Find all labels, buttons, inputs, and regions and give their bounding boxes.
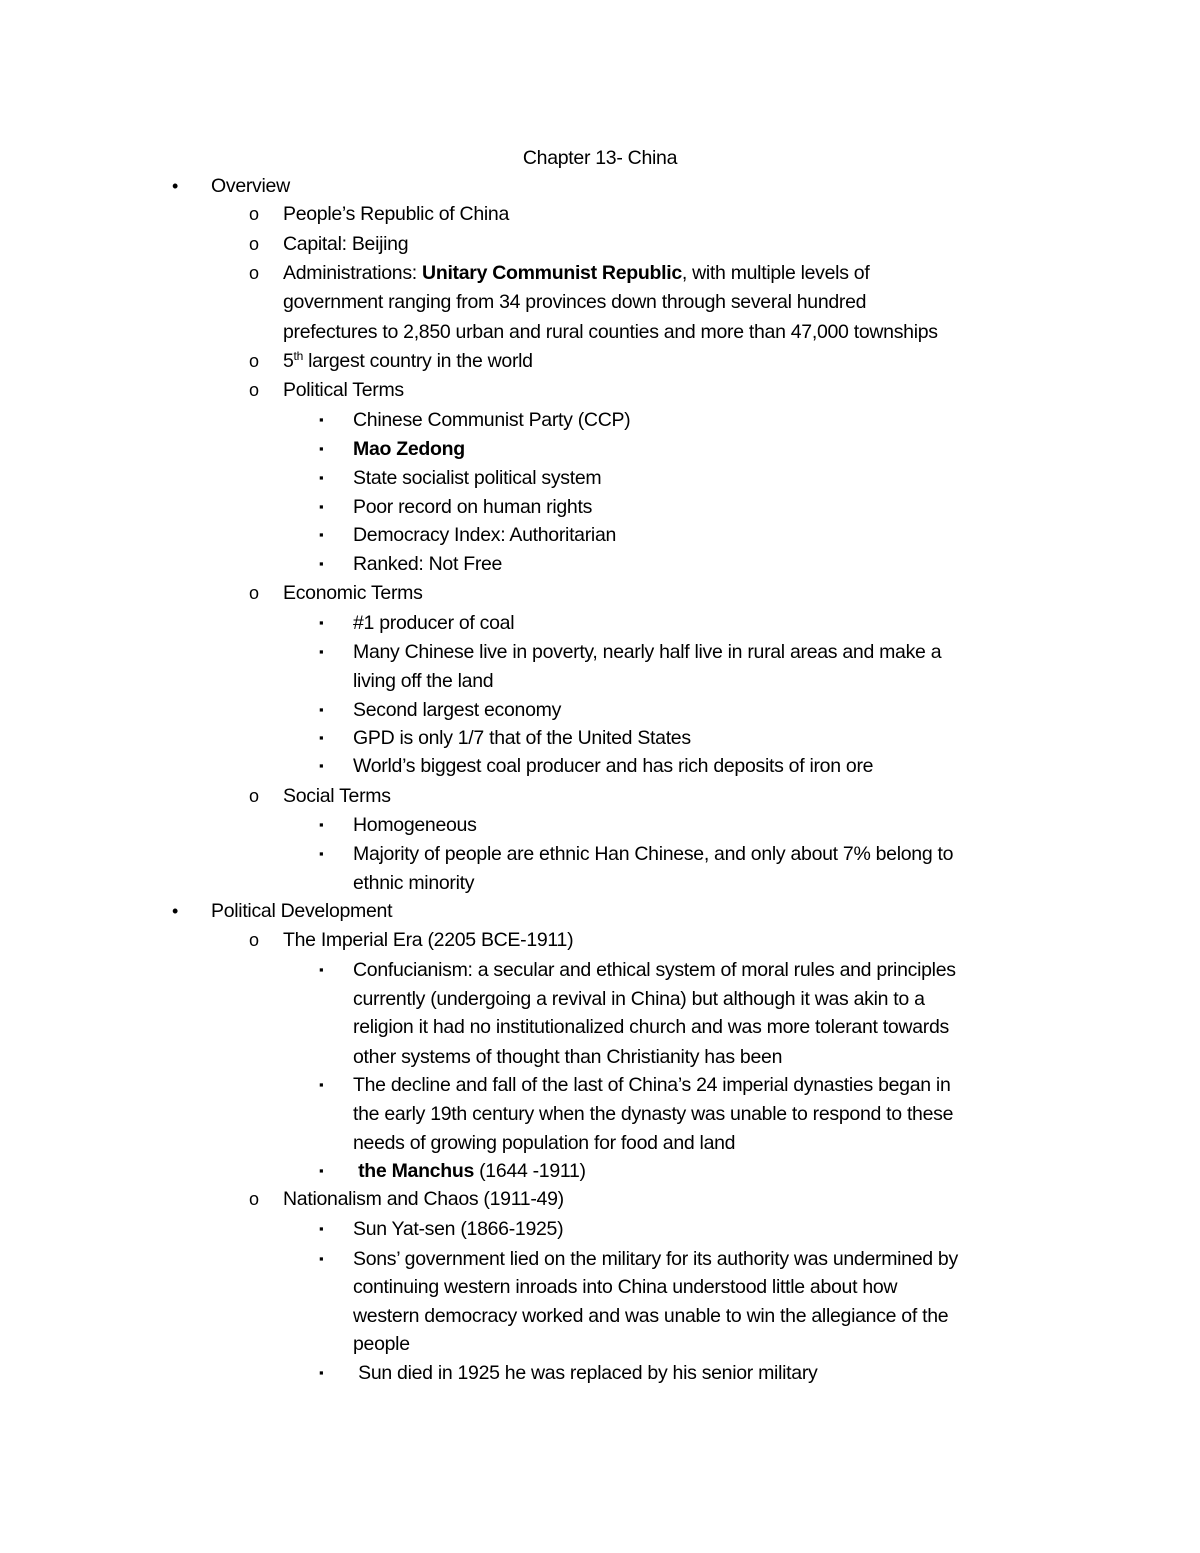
level3-bullet: ▪ bbox=[319, 817, 324, 832]
subsection-political-terms: Political Terms bbox=[283, 379, 404, 401]
list-item-continuation: western democracy worked and was unable to win the allegiance of the bbox=[353, 1305, 949, 1327]
list-item-continuation: living off the land bbox=[353, 670, 494, 692]
subsection-nationalism-chaos: Nationalism and Chaos (1911-49) bbox=[283, 1188, 564, 1210]
level3-bullet: ▪ bbox=[319, 1077, 324, 1092]
subsection-imperial-era: The Imperial Era (2205 BCE-1911) bbox=[283, 929, 574, 951]
list-item-continuation: people bbox=[353, 1333, 410, 1355]
level2-bullet: o bbox=[249, 786, 259, 806]
list-item: Mao Zedong bbox=[353, 438, 465, 460]
level3-bullet: ▪ bbox=[319, 846, 324, 861]
list-item-continuation: continuing western inroads into China understood little about how bbox=[353, 1276, 898, 1298]
list-item: Second largest economy bbox=[353, 699, 562, 721]
list-item-continuation: religion it had no institutionalized church and was more tolerant towards bbox=[353, 1016, 949, 1038]
level2-bullet: o bbox=[249, 930, 259, 950]
list-item: Chinese Communist Party (CCP) bbox=[353, 409, 631, 431]
level2-bullet: o bbox=[249, 583, 259, 603]
level2-bullet: o bbox=[249, 380, 259, 400]
level3-bullet: ▪ bbox=[319, 556, 324, 571]
level2-bullet: o bbox=[249, 204, 259, 224]
manchus-dates: (1644 -1911) bbox=[474, 1160, 586, 1182]
level3-bullet: ▪ bbox=[319, 1251, 324, 1266]
subsection-social-terms: Social Terms bbox=[283, 785, 391, 807]
admin-bold-term: Unitary Communist Republic bbox=[422, 262, 682, 284]
list-item: The decline and fall of the last of China’s 24 imperial dynasties began in bbox=[353, 1074, 951, 1096]
list-item: Sun Yat-sen (1866-1925) bbox=[353, 1218, 564, 1240]
list-item: State socialist political system bbox=[353, 467, 602, 489]
level3-bullet: ▪ bbox=[319, 644, 324, 659]
level3-bullet: ▪ bbox=[319, 499, 324, 514]
list-item-continuation: government ranging from 34 provinces down through several hundred bbox=[283, 291, 867, 313]
level3-bullet: ▪ bbox=[319, 1221, 324, 1236]
list-item-continuation: ethnic minority bbox=[353, 872, 475, 894]
level1-bullet: • bbox=[172, 176, 179, 196]
level3-bullet: ▪ bbox=[319, 527, 324, 542]
level3-bullet: ▪ bbox=[319, 1365, 324, 1380]
subsection-economic-terms: Economic Terms bbox=[283, 582, 423, 604]
level1-bullet: • bbox=[172, 901, 179, 921]
list-item bbox=[283, 259, 869, 287]
rank-number: 5 bbox=[283, 350, 294, 372]
list-item: #1 producer of coal bbox=[353, 612, 515, 634]
list-item-continuation: currently (undergoing a revival in China) but although it was akin to a bbox=[353, 988, 925, 1010]
list-item-continuation: prefectures to 2,850 urban and rural counties and more than 47,000 townships bbox=[283, 321, 938, 343]
admin-prefix: Administrations: bbox=[283, 262, 423, 284]
list-item: GPD is only 1/7 that of the United States bbox=[353, 727, 691, 749]
list-item: Sons’ government lied on the military for its authority was undermined by bbox=[353, 1248, 958, 1270]
list-item: Poor record on human rights bbox=[353, 496, 593, 518]
level3-bullet: ▪ bbox=[319, 615, 324, 630]
list-item: World’s biggest coal producer and has rich deposits of iron ore bbox=[353, 755, 874, 777]
list-item bbox=[353, 1157, 586, 1185]
level3-bullet: ▪ bbox=[319, 1163, 324, 1178]
page-title: Chapter 13- China bbox=[522, 147, 678, 169]
rank-superscript: th bbox=[293, 349, 303, 363]
list-item-continuation: the early 19th century when the dynasty was unable to respond to these bbox=[353, 1103, 954, 1125]
list-item: Majority of people are ethnic Han Chinese, and only about 7% belong to bbox=[353, 843, 954, 865]
list-item: People’s Republic of China bbox=[283, 203, 509, 225]
level3-bullet: ▪ bbox=[319, 758, 324, 773]
list-item: Democracy Index: Authoritarian bbox=[353, 524, 617, 546]
level3-bullet: ▪ bbox=[319, 702, 324, 717]
manchus-bold-term: the Manchus bbox=[353, 1160, 474, 1182]
list-item bbox=[283, 347, 533, 375]
section-overview: Overview bbox=[211, 175, 290, 197]
level2-bullet: o bbox=[249, 351, 259, 371]
list-item: Sun died in 1925 he was replaced by his senior military bbox=[353, 1362, 818, 1384]
list-item: Homogeneous bbox=[353, 814, 477, 836]
list-item-continuation: other systems of thought than Christianity has been bbox=[353, 1046, 783, 1068]
level3-bullet: ▪ bbox=[319, 470, 324, 485]
level2-bullet: o bbox=[249, 1189, 259, 1209]
admin-rest: , with multiple levels of bbox=[681, 262, 870, 284]
list-item: Confucianism: a secular and ethical system of moral rules and principles bbox=[353, 959, 956, 981]
level3-bullet: ▪ bbox=[319, 412, 324, 427]
level3-bullet: ▪ bbox=[319, 962, 324, 977]
list-item: Many Chinese live in poverty, nearly half live in rural areas and make a bbox=[353, 641, 942, 663]
section-political-development: Political Development bbox=[211, 900, 393, 922]
list-item: Ranked: Not Free bbox=[353, 553, 503, 575]
level3-bullet: ▪ bbox=[319, 441, 324, 456]
level2-bullet: o bbox=[249, 263, 259, 283]
rank-text: largest country in the world bbox=[302, 350, 533, 372]
list-item-continuation: needs of growing population for food and land bbox=[353, 1132, 736, 1154]
level3-bullet: ▪ bbox=[319, 730, 324, 745]
level2-bullet: o bbox=[249, 234, 259, 254]
list-item: Capital: Beijing bbox=[283, 233, 409, 255]
